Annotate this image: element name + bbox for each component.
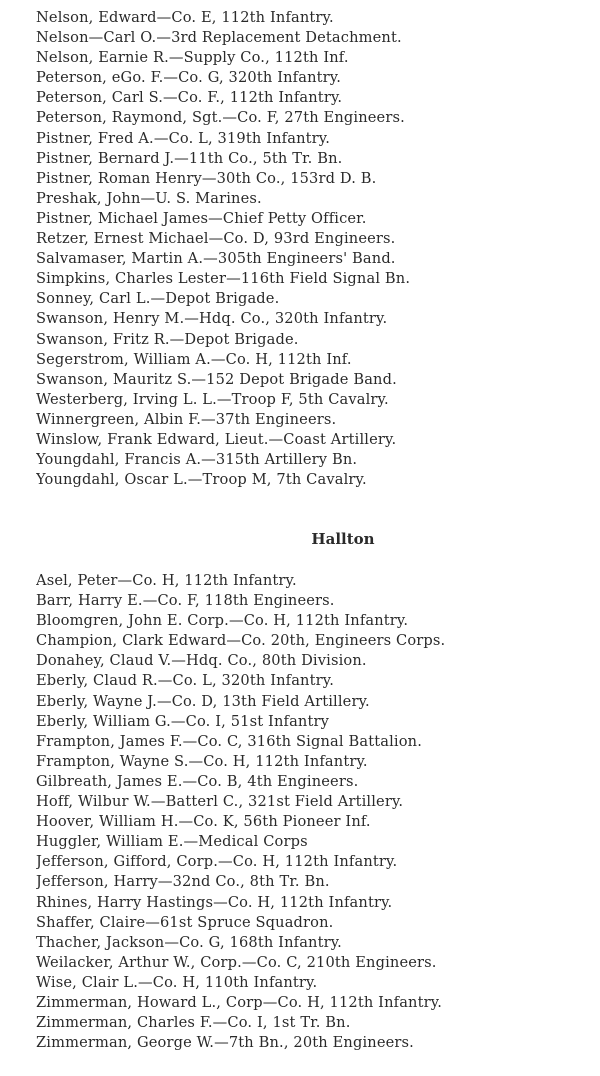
roster-entry: Pistner, Bernard J.—11th Co., 5th Tr. Bn. [36,149,343,167]
roster-entry: Swanson, Henry M.—Hdq. Co., 320th Infantry. [36,310,388,328]
roster-entry: Frampton, James F.—Co. C, 316th Signal Battalion. [36,732,422,750]
roster-entry: Champion, Clark Edward—Co. 20th, Engineers Corps. [36,632,446,650]
roster-entry: Zimmerman, George W.—7th Bn., 20th Engineers. [36,1034,414,1052]
roster-entry: Youngdahl, Oscar L.—Troop M, 7th Cavalry. [36,471,367,489]
roster-entry: Wise, Clair L.—Co. H, 110th Infantry. [36,973,318,991]
roster-entry: Bloomgren, John E. Corp.—Co. H, 112th Infantry. [36,612,409,630]
roster-entry: Frampton, Wayne S.—Co. H, 112th Infantry. [36,752,368,770]
roster-entry: Barr, Harry E.—Co. F, 118th Engineers. [36,592,335,610]
roster-entry: Westerberg, Irving L. L.—Troop F, 5th Cavalry. [36,390,389,408]
roster-entry: Huggler, William E.—Medical Corps [36,833,308,851]
roster-entry: Nelson, Earnie R.—Supply Co., 112th Inf. [36,49,349,67]
roster-entry: Swanson, Mauritz S.—152 Depot Brigade Band. [36,370,397,388]
roster-entry: Pistner, Roman Henry—30th Co., 153rd D. B. [36,169,377,187]
roster-entry: Retzer, Ernest Michael—Co. D, 93rd Engineers. [36,230,396,248]
roster-entry: Shaffer, Claire—61st Spruce Squadron. [36,913,334,931]
roster-entry: Winslow, Frank Edward, Lieut.—Coast Artillery. [36,430,397,448]
roster-entry: Zimmerman, Charles F.—Co. I, 1st Tr. Bn. [36,1014,351,1032]
roster-entry: Asel, Peter—Co. H, 112th Infantry. [36,572,297,589]
section-heading: Hallton [311,530,375,548]
roster-entry: Peterson, eGo. F.—Co. G, 320th Infantry. [36,69,342,87]
roster-entry: Eberly, Wayne J.—Co. D, 13th Field Artillery. [36,692,370,710]
roster-entry: Nelson—Carl O.—3rd Replacement Detachment. [36,29,402,47]
roster-entry: Rhines, Harry Hastings—Co. H, 112th Infantry. [36,893,393,911]
roster-entry: Simpkins, Charles Lester—116th Field Signal Bn. [36,270,411,288]
roster-entry: Peterson, Carl S.—Co. F., 112th Infantry. [36,89,343,107]
roster-entry: Nelson, Edward—Co. E, 112th Infantry. [36,9,334,26]
roster-entry: Donahey, Claud V.—Hdq. Co., 80th Division. [36,652,367,670]
roster-entry: Thacher, Jackson—Co. G, 168th Infantry. [36,933,342,951]
roster-entry: Zimmerman, Howard L., Corp—Co. H, 112th Infantry. [36,993,442,1011]
roster-entry: Jefferson, Harry—32nd Co., 8th Tr. Bn. [36,873,330,891]
roster-entry: Eberly, Claud R.—Co. L, 320th Infantry. [36,672,334,690]
roster-entry: Segerstrom, William A.—Co. H, 112th Inf. [36,350,352,368]
roster-entry: Hoff, Wilbur W.—Batterl C., 321st Field Artillery. [36,793,404,811]
roster-list-hallton [36,571,445,1053]
roster-entry: Swanson, Fritz R.—Depot Brigade. [36,330,299,348]
roster-entry: Pistner, Fred A.—Co. L, 319th Infantry. [36,129,331,147]
roster-entry: Weilacker, Arthur W., Corp.—Co. C, 210th Engineers. [36,953,437,971]
roster-entry: Sonney, Carl L.—Depot Brigade. [36,290,280,308]
roster-list-top [36,8,410,490]
roster-entry: Hoover, William H.—Co. K, 56th Pioneer Inf. [36,813,371,831]
roster-entry: Peterson, Raymond, Sgt.—Co. F, 27th Engineers. [36,109,405,127]
roster-entry: Pistner, Michael James—Chief Petty Officer. [36,209,367,227]
roster-entry: Winnergreen, Albin F.—37th Engineers. [36,410,337,428]
roster-entry: Salvamaser, Martin A.—305th Engineers' Band. [36,250,396,268]
roster-entry: Gilbreath, James E.—Co. B, 4th Engineers. [36,772,359,790]
roster-entry: Preshak, John—U. S. Marines. [36,189,262,207]
roster-entry: Eberly, William G.—Co. I, 51st Infantry [36,712,329,730]
roster-entry: Youngdahl, Francis A.—315th Artillery Bn. [36,451,358,469]
roster-entry: Jefferson, Gifford, Corp.—Co. H, 112th Infantry. [36,853,398,871]
